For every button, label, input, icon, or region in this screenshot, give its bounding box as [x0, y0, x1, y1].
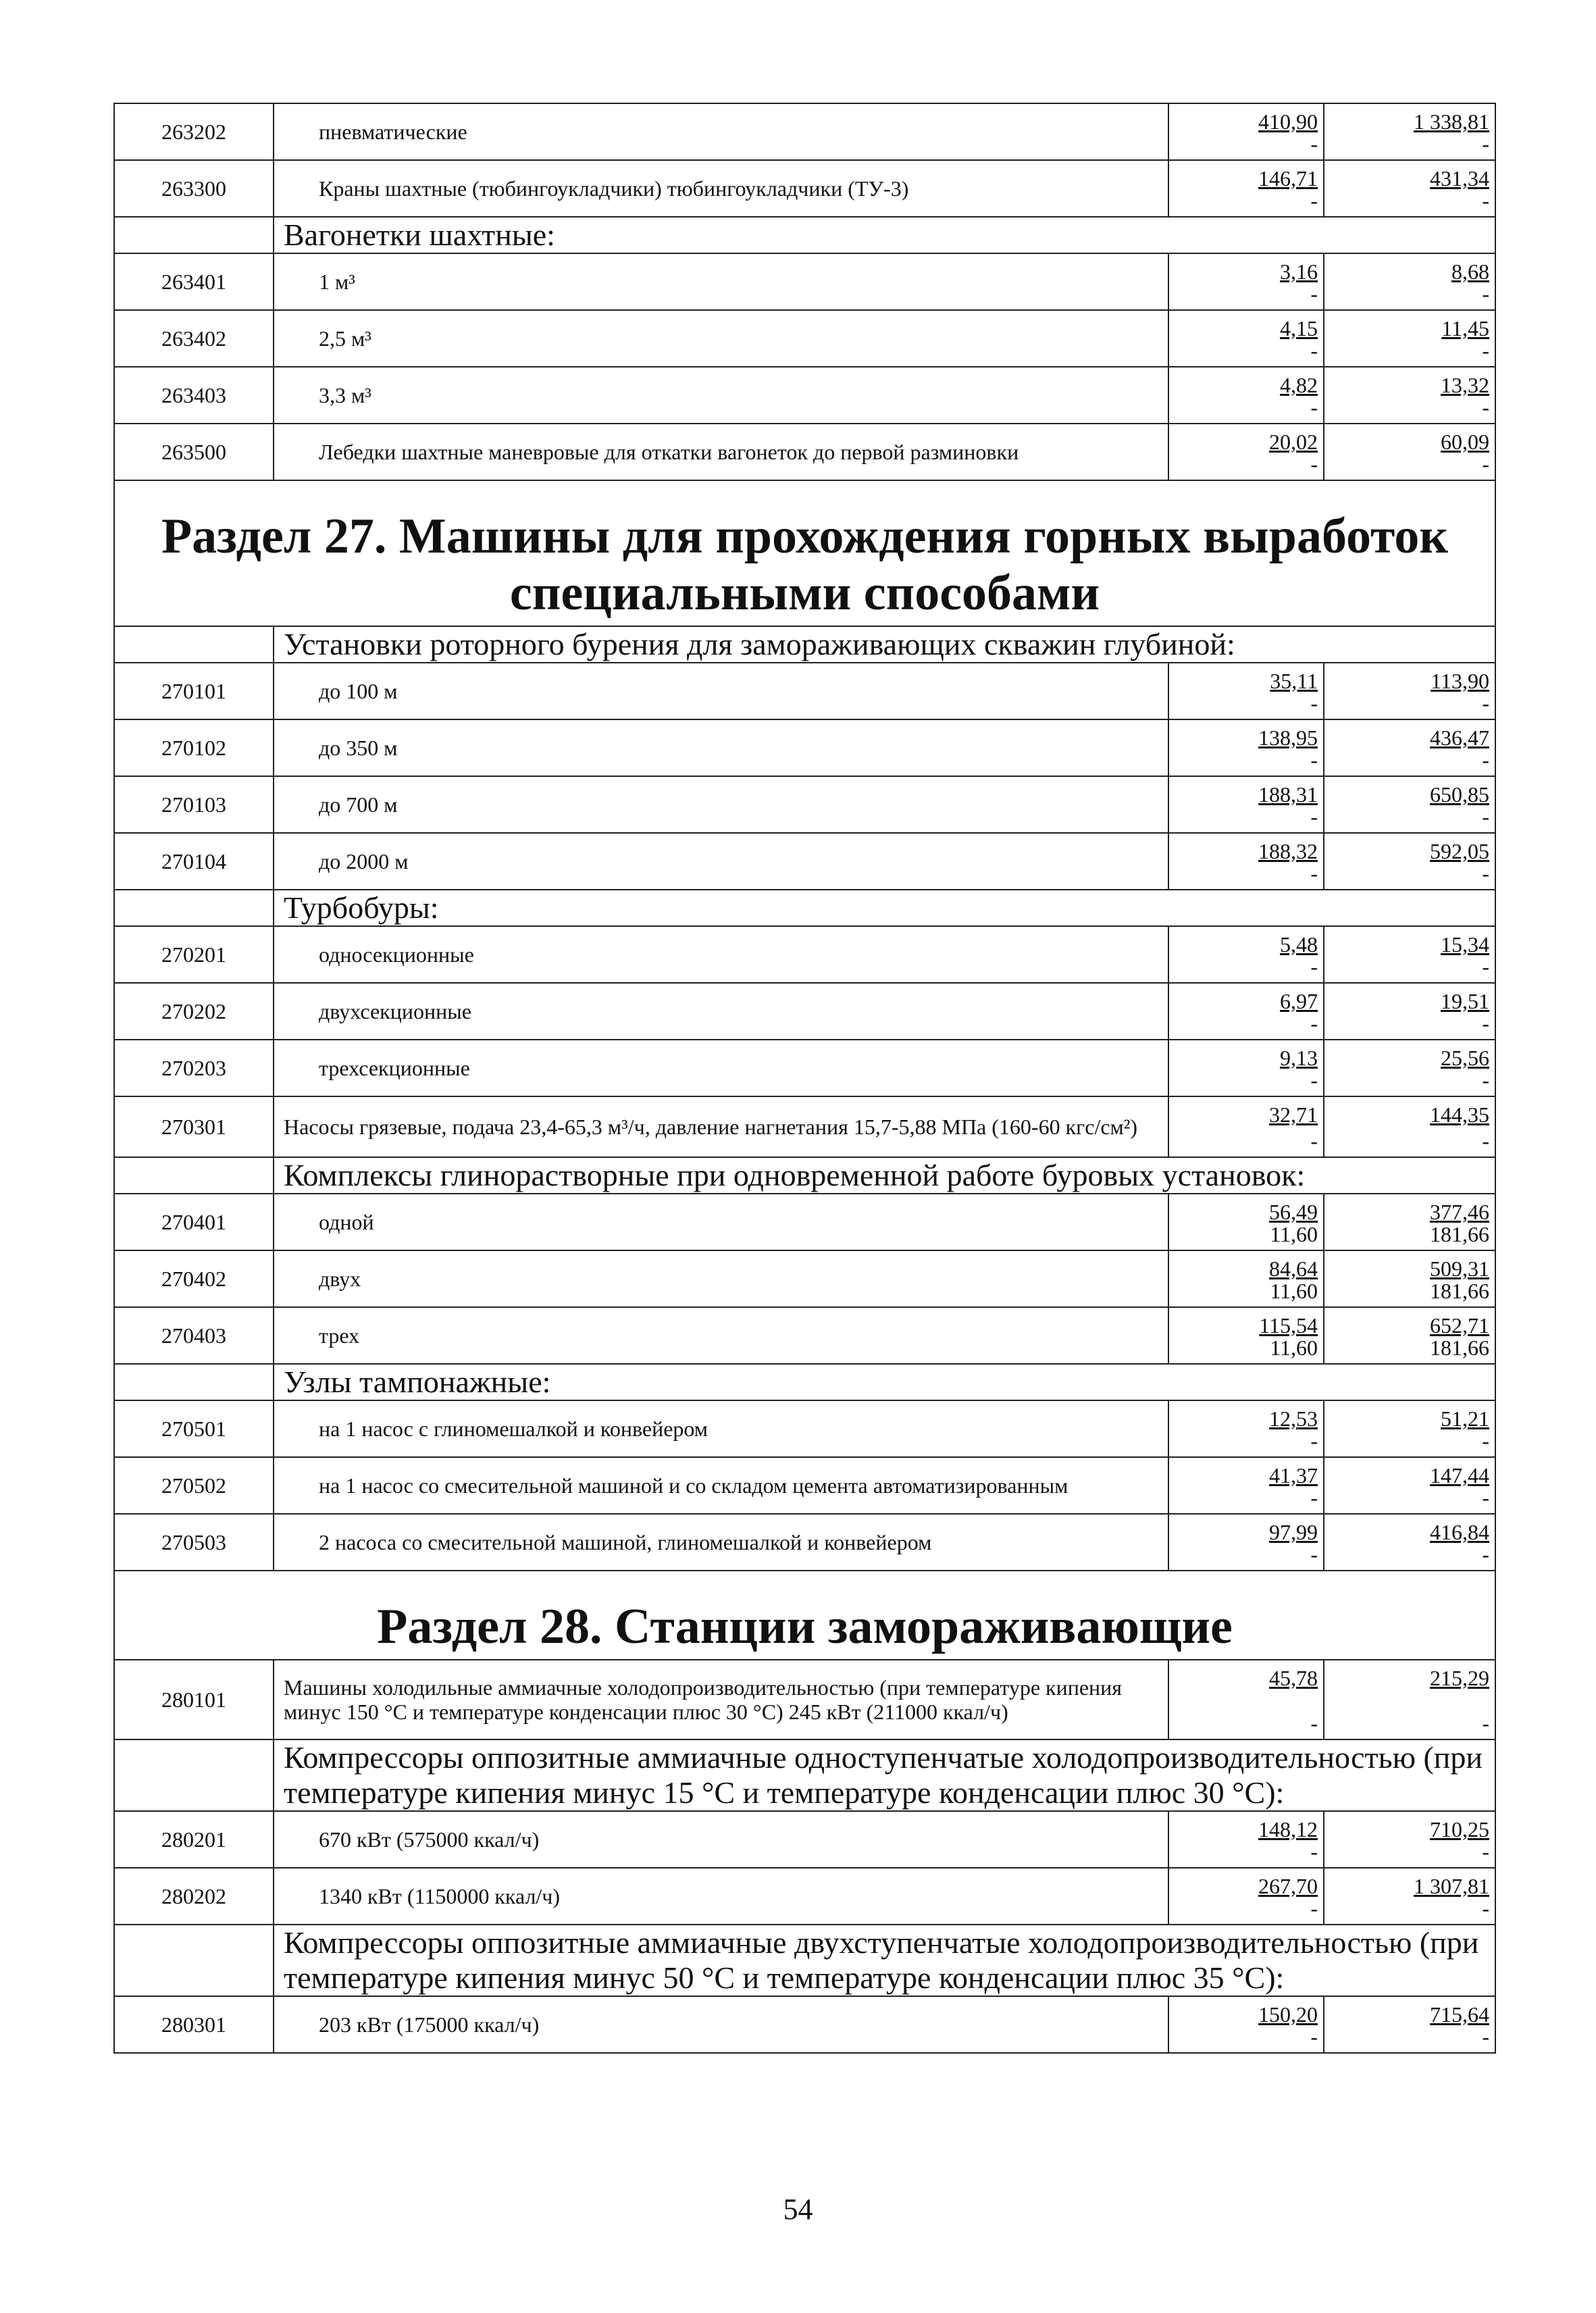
group-header: Компрессоры оппозитные аммиачные одноступенчатые холодопроизводительностью (при температуре кипения минус 15 °С и температуре конденсации плюс 30 °С): — [274, 1739, 1495, 1811]
value-cell-col1 — [1168, 1250, 1324, 1307]
group-header-spacer — [114, 1925, 274, 1996]
value-cell-col1 — [1168, 424, 1324, 480]
value-bottom: - — [1482, 282, 1489, 306]
value-top: 35,11 — [1270, 669, 1318, 693]
value-bottom: - — [1310, 1429, 1318, 1453]
value-top: 188,32 — [1258, 839, 1318, 863]
value-cell-col2 — [1324, 310, 1495, 367]
value-cell-col2 — [1324, 1250, 1495, 1307]
item-name: до 2000 м — [274, 833, 1168, 890]
group-header-row — [114, 1157, 1495, 1194]
group-header: Комплексы глинорастворные при одновременной работе буровых установок: — [274, 1157, 1495, 1194]
table-row — [114, 1457, 1495, 1514]
item-code: 280202 — [114, 1868, 274, 1925]
table-row — [114, 160, 1495, 217]
item-name: Машины холодильные аммиачные холодопроизводительностью (при температуре кипения минус 150 °С и температуре конденсации плюс 30 °С) 245 кВт (211000 ккал/ч) — [274, 1660, 1168, 1739]
item-name: односекционные — [274, 926, 1168, 983]
value-cell-col1 — [1168, 1096, 1324, 1157]
value-top: 19,51 — [1441, 989, 1489, 1013]
value-top: 215,29 — [1430, 1666, 1489, 1690]
table-row — [114, 310, 1495, 367]
value-top: 11,45 — [1441, 316, 1489, 340]
item-name: одной — [274, 1194, 1168, 1250]
item-code: 263202 — [114, 103, 274, 160]
group-header-spacer — [114, 1739, 274, 1811]
value-cell-col2 — [1324, 367, 1495, 424]
value-cell-col1 — [1168, 160, 1324, 217]
item-code: 270102 — [114, 719, 274, 776]
value-top: 3,16 — [1280, 259, 1318, 284]
value-cell-col2 — [1324, 1400, 1495, 1457]
item-code: 263401 — [114, 253, 274, 310]
value-top: 15,34 — [1441, 932, 1489, 957]
value-cell-col2 — [1324, 1514, 1495, 1571]
value-top: 51,21 — [1441, 1406, 1489, 1431]
value-top: 84,64 — [1269, 1256, 1318, 1281]
item-name: 3,3 м³ — [274, 367, 1168, 424]
value-cell-col1 — [1168, 663, 1324, 719]
item-code: 270103 — [114, 776, 274, 833]
item-name: двух — [274, 1250, 1168, 1307]
table-row — [114, 719, 1495, 776]
value-top: 416,84 — [1430, 1520, 1489, 1544]
value-bottom: - — [1310, 282, 1318, 306]
value-cell-col2 — [1324, 160, 1495, 217]
value-cell-col2 — [1324, 926, 1495, 983]
group-header: Вагонетки шахтные: — [274, 217, 1495, 253]
value-bottom: - — [1310, 748, 1318, 772]
item-code: 270201 — [114, 926, 274, 983]
value-bottom: - — [1482, 132, 1489, 156]
value-top: 6,97 — [1280, 989, 1318, 1013]
machine-price-table — [113, 103, 1496, 2054]
table-row — [114, 1250, 1495, 1307]
table-row — [114, 1660, 1495, 1739]
group-header-row — [114, 890, 1495, 926]
value-cell-col2 — [1324, 1996, 1495, 2053]
item-name: трехсекционные — [274, 1040, 1168, 1096]
value-cell-col1 — [1168, 776, 1324, 833]
item-name: 2 насоса со смесительной машиной, глиномешалкой и конвейером — [274, 1514, 1168, 1571]
value-bottom: - — [1482, 2025, 1489, 2049]
value-cell-col1 — [1168, 310, 1324, 367]
group-header-row — [114, 1925, 1495, 1996]
value-bottom: - — [1482, 861, 1489, 886]
value-top: 146,71 — [1258, 166, 1318, 190]
value-bottom: - — [1482, 748, 1489, 772]
item-code: 263500 — [114, 424, 274, 480]
value-cell-col2 — [1324, 719, 1495, 776]
item-name: на 1 насос с глиномешалкой и конвейером — [274, 1400, 1168, 1457]
table-row — [114, 776, 1495, 833]
item-name: до 700 м — [274, 776, 1168, 833]
value-bottom: 181,66 — [1430, 1336, 1489, 1360]
table-row — [114, 1400, 1495, 1457]
value-bottom: - — [1310, 1485, 1318, 1510]
value-top: 652,71 — [1430, 1313, 1489, 1338]
value-top: 32,71 — [1269, 1102, 1318, 1127]
table-row — [114, 1096, 1495, 1157]
value-top: 9,13 — [1280, 1046, 1318, 1070]
value-cell-col1 — [1168, 833, 1324, 890]
value-bottom: - — [1482, 188, 1489, 213]
value-bottom: - — [1482, 1429, 1489, 1453]
value-cell-col2 — [1324, 1307, 1495, 1364]
table-row — [114, 424, 1495, 480]
table-row — [114, 926, 1495, 983]
table-row — [114, 833, 1495, 890]
item-name: 2,5 м³ — [274, 310, 1168, 367]
value-bottom: - — [1310, 861, 1318, 886]
value-top: 650,85 — [1430, 782, 1489, 807]
value-top: 148,12 — [1258, 1817, 1318, 1841]
value-top: 188,31 — [1258, 782, 1318, 807]
group-header: Узлы тампонажные: — [274, 1364, 1495, 1400]
value-bottom: - — [1310, 452, 1318, 476]
value-top: 97,99 — [1269, 1520, 1318, 1544]
price-table-page — [113, 103, 1495, 2054]
value-bottom: - — [1310, 2025, 1318, 2049]
group-header: Компрессоры оппозитные аммиачные двухступенчатые холодопроизводительностью (при температуре кипения минус 50 °С и температуре конденсации плюс 35 °С): — [274, 1925, 1495, 1996]
value-top: 431,34 — [1430, 166, 1489, 190]
item-code: 270203 — [114, 1040, 274, 1096]
value-top: 45,78 — [1269, 1666, 1318, 1690]
value-top: 138,95 — [1258, 726, 1318, 750]
table-row — [114, 1514, 1495, 1571]
value-bottom: - — [1482, 1068, 1489, 1092]
table-row — [114, 983, 1495, 1040]
value-bottom: - — [1310, 188, 1318, 213]
value-cell-col2 — [1324, 776, 1495, 833]
item-code: 270401 — [114, 1194, 274, 1250]
value-cell-col2 — [1324, 663, 1495, 719]
value-top: 410,90 — [1258, 109, 1318, 134]
value-cell-col2 — [1324, 103, 1495, 160]
item-code: 270403 — [114, 1307, 274, 1364]
item-name: 670 кВт (575000 ккал/ч) — [274, 1811, 1168, 1868]
value-top: 56,49 — [1269, 1200, 1318, 1224]
table-row — [114, 1194, 1495, 1250]
group-header-row — [114, 1739, 1495, 1811]
item-name: 1 м³ — [274, 253, 1168, 310]
value-cell-col2 — [1324, 1811, 1495, 1868]
value-cell-col1 — [1168, 1457, 1324, 1514]
value-cell-col2 — [1324, 983, 1495, 1040]
group-header-row — [114, 217, 1495, 253]
table-row — [114, 103, 1495, 160]
item-name: двухсекционные — [274, 983, 1168, 1040]
group-header-spacer — [114, 217, 274, 253]
group-header-spacer — [114, 1364, 274, 1400]
section-title: Раздел 27. Машины для прохождения горных выработок специальными способами — [114, 480, 1495, 626]
value-bottom: - — [1310, 132, 1318, 156]
group-header-spacer — [114, 1157, 274, 1194]
value-top: 592,05 — [1430, 839, 1489, 863]
item-name: Насосы грязевые, подача 23,4-65,3 м³/ч, давление нагнетания 15,7-5,88 МПа (160-60 кгс/см²) — [274, 1096, 1168, 1157]
value-bottom: - — [1310, 1542, 1318, 1567]
item-code: 263402 — [114, 310, 274, 367]
value-top: 509,31 — [1430, 1256, 1489, 1281]
value-bottom: - — [1482, 1542, 1489, 1567]
group-header: Турбобуры: — [274, 890, 1495, 926]
table-row — [114, 1307, 1495, 1364]
value-bottom: - — [1482, 452, 1489, 476]
value-cell-col2 — [1324, 1660, 1495, 1739]
item-code: 270101 — [114, 663, 274, 719]
item-code: 270202 — [114, 983, 274, 1040]
table-row — [114, 367, 1495, 424]
value-top: 147,44 — [1430, 1463, 1489, 1488]
group-header-spacer — [114, 890, 274, 926]
value-bottom: 181,66 — [1430, 1279, 1489, 1303]
value-cell-col1 — [1168, 926, 1324, 983]
table-row — [114, 1040, 1495, 1096]
item-code: 270503 — [114, 1514, 274, 1571]
value-cell-col1 — [1168, 103, 1324, 160]
item-code: 280101 — [114, 1660, 274, 1739]
group-header-spacer — [114, 626, 274, 663]
value-cell-col2 — [1324, 424, 1495, 480]
value-top: 113,90 — [1431, 669, 1489, 693]
item-code: 280201 — [114, 1811, 274, 1868]
value-cell-col2 — [1324, 1868, 1495, 1925]
item-name: на 1 насос со смесительной машиной и со складом цемента автоматизированным — [274, 1457, 1168, 1514]
value-bottom: 11,60 — [1270, 1336, 1318, 1360]
value-bottom: - — [1310, 1711, 1318, 1735]
group-header-row — [114, 1364, 1495, 1400]
value-bottom: - — [1310, 1129, 1318, 1153]
value-top: 13,32 — [1441, 373, 1489, 397]
value-bottom: - — [1482, 395, 1489, 420]
value-cell-col2 — [1324, 1040, 1495, 1096]
value-top: 25,56 — [1441, 1046, 1489, 1070]
value-cell-col1 — [1168, 1660, 1324, 1739]
value-cell-col2 — [1324, 1096, 1495, 1157]
section-title: Раздел 28. Станции замораживающие — [114, 1571, 1495, 1660]
item-code: 263300 — [114, 160, 274, 217]
value-cell-col1 — [1168, 1868, 1324, 1925]
value-bottom: - — [1310, 691, 1318, 715]
value-cell-col1 — [1168, 1514, 1324, 1571]
value-top: 710,25 — [1430, 1817, 1489, 1841]
value-bottom: - — [1310, 1839, 1318, 1864]
value-bottom: 181,66 — [1430, 1222, 1489, 1246]
table-row — [114, 253, 1495, 310]
value-cell-col1 — [1168, 367, 1324, 424]
item-code: 263403 — [114, 367, 274, 424]
value-bottom: 11,60 — [1270, 1222, 1318, 1246]
value-cell-col1 — [1168, 253, 1324, 310]
value-top: 1 338,81 — [1414, 109, 1489, 134]
value-bottom: - — [1482, 1485, 1489, 1510]
item-name: пневматические — [274, 103, 1168, 160]
value-cell-col1 — [1168, 1400, 1324, 1457]
item-name: 1340 кВт (1150000 ккал/ч) — [274, 1868, 1168, 1925]
value-bottom: - — [1310, 1896, 1318, 1921]
value-bottom: - — [1482, 691, 1489, 715]
value-top: 12,53 — [1269, 1406, 1318, 1431]
value-bottom: - — [1310, 395, 1318, 420]
item-name: 203 кВт (175000 ккал/ч) — [274, 1996, 1168, 2053]
value-cell-col1 — [1168, 1811, 1324, 1868]
value-top: 377,46 — [1430, 1200, 1489, 1224]
value-top: 60,09 — [1441, 430, 1489, 454]
value-top: 436,47 — [1430, 726, 1489, 750]
item-code: 280301 — [114, 1996, 274, 2053]
table-row — [114, 1996, 1495, 2053]
group-header-row — [114, 626, 1495, 663]
value-top: 8,68 — [1451, 259, 1489, 284]
value-top: 5,48 — [1280, 932, 1318, 957]
value-cell-col1 — [1168, 983, 1324, 1040]
value-bottom: - — [1310, 805, 1318, 829]
value-top: 715,64 — [1430, 2002, 1489, 2027]
value-cell-col2 — [1324, 833, 1495, 890]
page-number: 54 — [783, 2193, 813, 2226]
value-bottom: - — [1310, 1011, 1318, 1036]
value-bottom: 11,60 — [1270, 1279, 1318, 1303]
table-row — [114, 1811, 1495, 1868]
item-name: до 350 м — [274, 719, 1168, 776]
value-cell-col2 — [1324, 253, 1495, 310]
item-code: 270501 — [114, 1400, 274, 1457]
item-code: 270301 — [114, 1096, 274, 1157]
item-name: до 100 м — [274, 663, 1168, 719]
item-code: 270402 — [114, 1250, 274, 1307]
section-title-row — [114, 1571, 1495, 1660]
value-bottom: - — [1482, 1896, 1489, 1921]
value-top: 150,20 — [1258, 2002, 1318, 2027]
value-top: 41,37 — [1269, 1463, 1318, 1488]
item-code: 270104 — [114, 833, 274, 890]
value-bottom: - — [1482, 1011, 1489, 1036]
table-row — [114, 663, 1495, 719]
section-title-row — [114, 480, 1495, 626]
item-code: 270502 — [114, 1457, 274, 1514]
value-bottom: - — [1482, 1839, 1489, 1864]
value-bottom: - — [1482, 955, 1489, 979]
value-cell-col2 — [1324, 1457, 1495, 1514]
item-name: Лебедки шахтные маневровые для откатки вагонеток до первой разминовки — [274, 424, 1168, 480]
table-row — [114, 1868, 1495, 1925]
value-bottom: - — [1310, 338, 1318, 363]
value-cell-col1 — [1168, 1307, 1324, 1364]
value-top: 115,54 — [1259, 1313, 1318, 1338]
value-cell-col1 — [1168, 1996, 1324, 2053]
value-top: 4,82 — [1280, 373, 1318, 397]
value-cell-col1 — [1168, 1040, 1324, 1096]
value-top: 267,70 — [1258, 1874, 1318, 1898]
value-cell-col2 — [1324, 1194, 1495, 1250]
value-bottom: - — [1482, 338, 1489, 363]
item-name: Краны шахтные (тюбингоукладчики) тюбингоукладчики (ТУ-3) — [274, 160, 1168, 217]
value-bottom: - — [1310, 955, 1318, 979]
value-top: 1 307,81 — [1414, 1874, 1489, 1898]
item-name: трех — [274, 1307, 1168, 1364]
group-header: Установки роторного бурения для замораживающих скважин глубиной: — [274, 626, 1495, 663]
value-top: 4,15 — [1280, 316, 1318, 340]
value-cell-col1 — [1168, 719, 1324, 776]
value-bottom: - — [1482, 805, 1489, 829]
value-bottom: - — [1482, 1711, 1489, 1735]
value-bottom: - — [1310, 1068, 1318, 1092]
value-top: 20,02 — [1269, 430, 1318, 454]
value-top: 144,35 — [1430, 1102, 1489, 1127]
value-bottom: - — [1482, 1129, 1489, 1153]
value-cell-col1 — [1168, 1194, 1324, 1250]
